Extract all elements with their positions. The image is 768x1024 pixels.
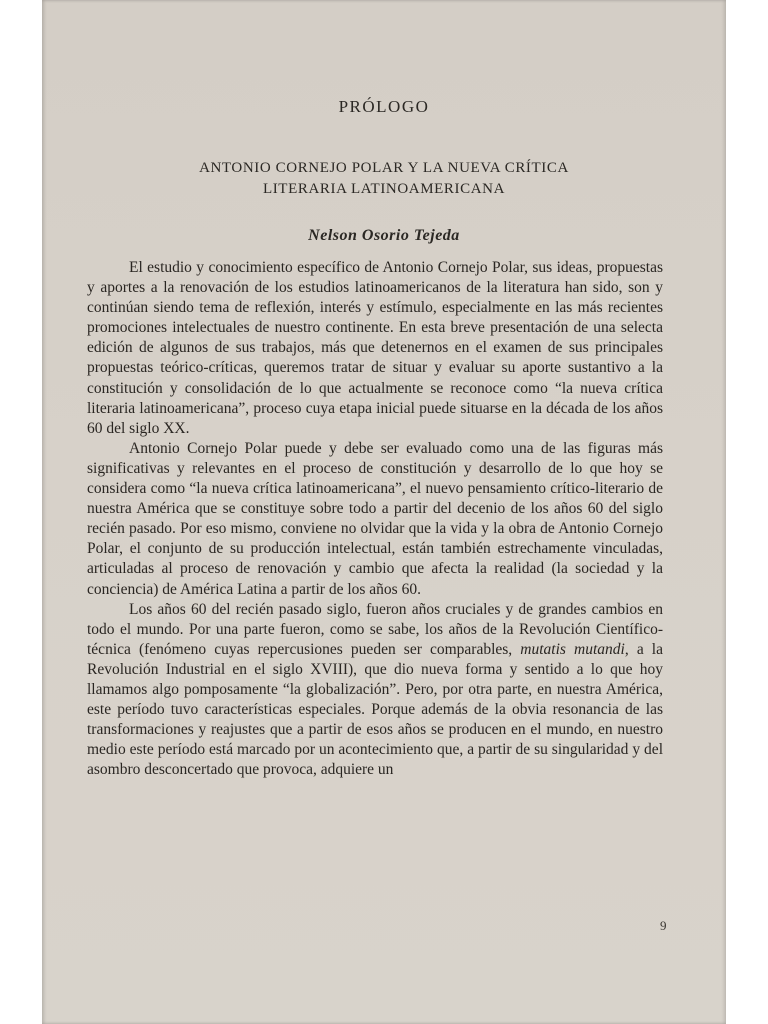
paragraph-2: Antonio Cornejo Polar puede y debe ser evaluado como una de las figuras más significativas y relevantes en el proceso de constitución y desarrollo de lo que hoy se considera como “la nueva crítica latinoamericana”, el nuevo pensamiento crítico-literario de nuestra América que se constituye sobre todo a partir del decenio de los años 60 del siglo recién pasado. Por eso mismo, conviene no olvidar que la vida y la obra de Antonio Cornejo Polar, el conjunto de su producción intelectual, están también estrechamente vinculadas, articuladas al proceso de renovación y cambio que afecta la realidad (la sociedad y la conciencia) de América Latina a partir de los años 60.: [87, 439, 663, 598]
latin-phrase: mutatis mutandi: [520, 640, 625, 658]
body-text: [87, 258, 663, 780]
subtitle-line-1: ANTONIO CORNEJO POLAR Y LA NUEVA CRÍTICA: [199, 160, 569, 176]
paragraph-3-part-1: Los años 60 del recién pasado siglo, fueron años cruciales y de grandes cambios en todo el mundo. Por una parte fueron, como se sabe, los años de la Revolución Científico-técnica (fenómeno cuyas repercusiones pueden ser comparables,: [87, 600, 663, 658]
chapter-heading: PRÓLOGO: [338, 97, 430, 116]
paragraph-3: [87, 600, 663, 781]
author-name: Nelson Osorio Tejeda: [308, 227, 460, 244]
paragraph-3-part-2: , a la Revolución Industrial en el siglo XVIII), que dio nueva forma y sentido a lo que hoy llamamos algo pomposamente “la globalización”. Pero, por otra parte, en nuestra América, este período tuvo características especiales. Porque además de la obvia resonancia de las transformaciones y reajustes que a partir de esos años se producen en el mundo, en nuestro medio este período está marcado por un acontecimiento que, a partir de su singularidad y del asombro desconcertado que provoca, adquiere un: [87, 640, 663, 779]
subtitle-line-2: LITERARIA LATINOAMERICANA: [262, 181, 506, 197]
page-number: 9: [660, 918, 667, 933]
chapter-subtitle: [42, 158, 726, 200]
paragraph-1: El estudio y conocimiento específico de Antonio Cornejo Polar, sus ideas, propuestas y aportes a la renovación de los estudios latinoamericanos de la literatura han sido, son y continúan siendo tema de reflexión, interés y estímulo, especialmente en las más recientes promociones intelectuales de nuestro continente. En esta breve presentación de una selecta edición de algunos de sus trabajos, más que detenernos en el examen de sus principales propuestas teórico-críticas, queremos tratar de situar y evaluar su aporte sustantivo a la constitución y consolidación de lo que actualmente se reconoce como “la nueva crítica literaria latinoamericana”, proceso cuya etapa inicial puede situarse en la década de los años 60 del siglo XX.: [87, 259, 663, 437]
